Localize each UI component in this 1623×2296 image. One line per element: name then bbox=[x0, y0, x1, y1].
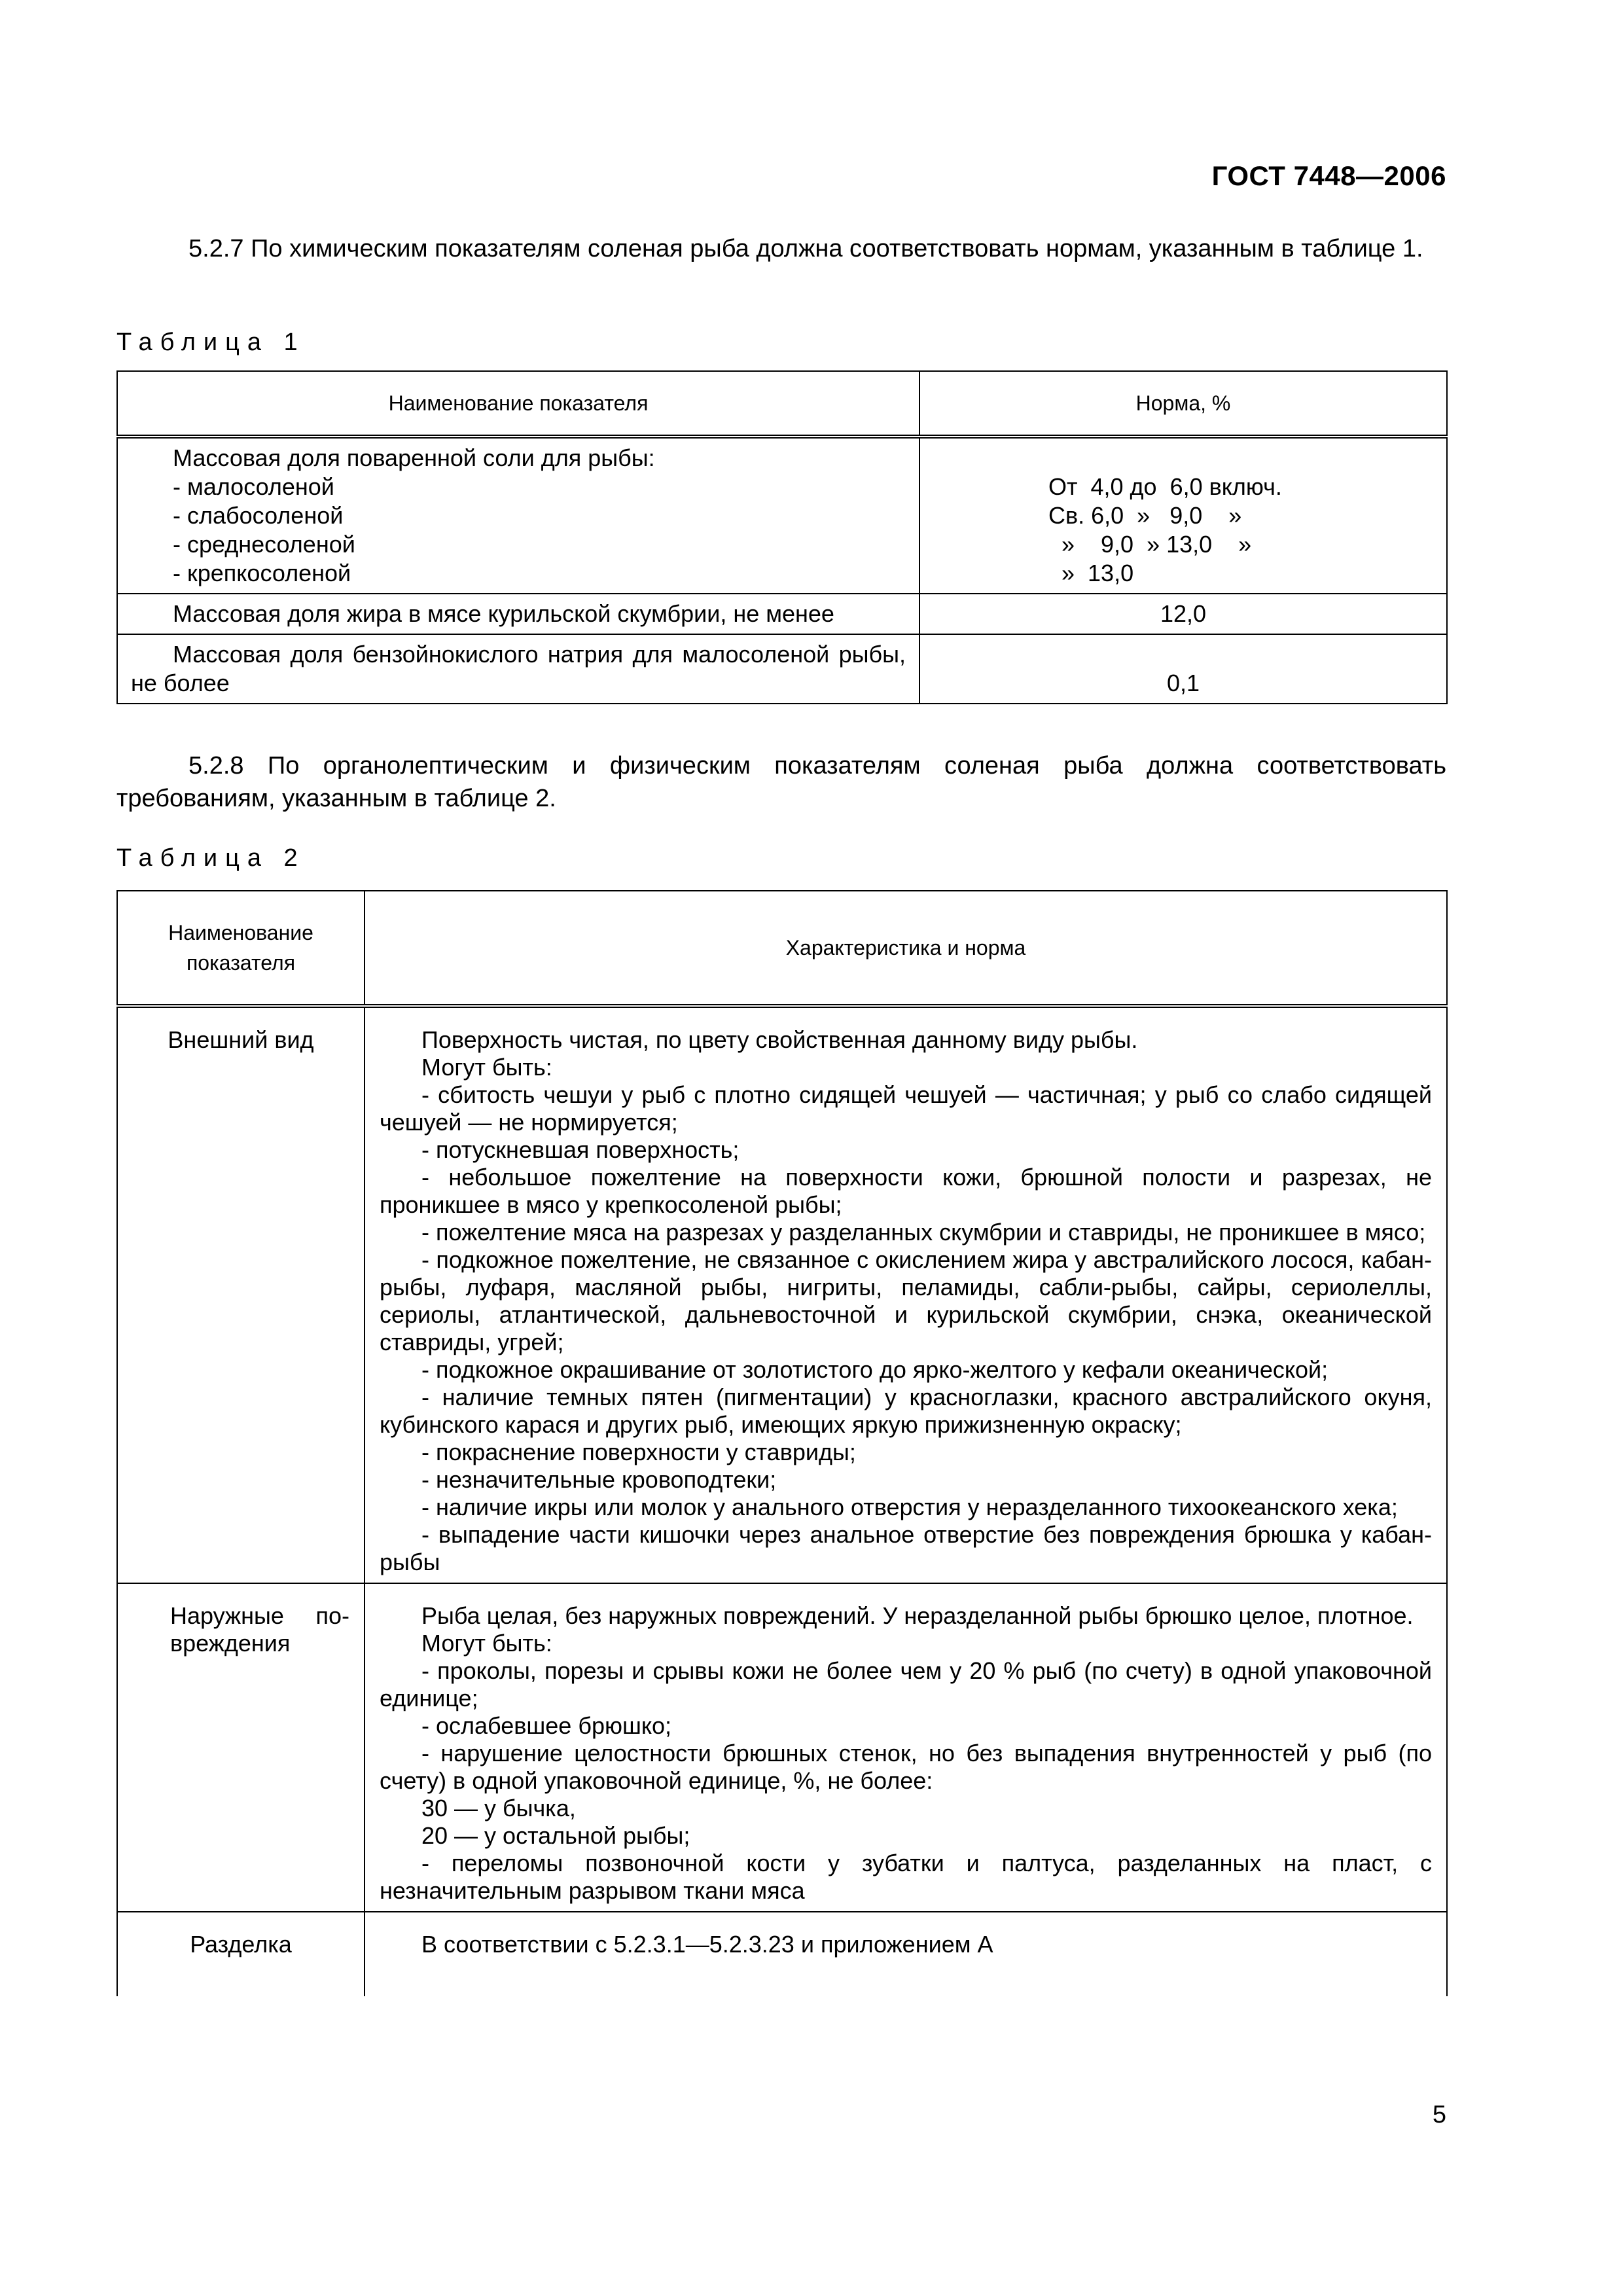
table-1-col-header-name: Наименование показателя bbox=[117, 371, 919, 437]
table-row bbox=[117, 1006, 1447, 1583]
list-item: Рыба целая, без наружных повреждений. У неразделанной рыбы брюшко целое, плотное. bbox=[421, 1602, 1414, 1629]
table-2-body-damage bbox=[365, 1583, 1447, 1912]
list-item: 30 — у бычка, bbox=[421, 1795, 576, 1821]
table-2-col-header-name: Наименование показателя bbox=[117, 891, 365, 1006]
list-item: - сбитость чешуи у рыб с плотно сидящей чешуей — частичная; у рыб со слабо сидящей чешуей — не нормируется; bbox=[380, 1081, 1432, 1136]
salt-item-strong: - крепкосоленой bbox=[173, 560, 351, 586]
table-2-label-appearance: Внешний вид bbox=[117, 1006, 365, 1583]
list-item: Могут быть: bbox=[421, 1630, 552, 1657]
table-2-label-cutting: Разделка bbox=[117, 1912, 365, 1996]
list-item: - наличие икры или молок у анального отверстия у неразделанного тихоокеанского хека; bbox=[421, 1494, 1398, 1520]
list-item: Поверхность чистая, по цвету свойственная данному виду рыбы. bbox=[421, 1026, 1138, 1053]
salt-norm-light: Св. 6,0 » 9,0 » bbox=[1048, 502, 1242, 529]
salt-intro: Массовая доля поваренной соли для рыбы: bbox=[173, 444, 655, 471]
list-item: - подкожное окрашивание от золотистого до ярко-желтого у кефали океанической; bbox=[421, 1356, 1329, 1383]
page-number: 5 bbox=[1432, 2101, 1446, 2128]
list-item: - ослабевшее брюшко; bbox=[421, 1712, 672, 1739]
table-1-header-row bbox=[117, 371, 1447, 437]
list-item: - потускневшая поверхность; bbox=[421, 1136, 740, 1163]
salt-item-low: - малосоленой bbox=[173, 473, 334, 500]
list-item: - переломы позвоночной кости у зубатки и палтуса, разделанных на пласт, с незначительным разрывом ткани мяса bbox=[380, 1850, 1432, 1904]
table-2-col-header-norm: Характеристика и норма bbox=[365, 891, 1447, 1006]
section-5-2-7-text: 5.2.7 По химическим показателям соленая рыба должна соответствовать нормам, указанным в таблице 1. bbox=[188, 235, 1423, 262]
section-5-2-8-text: 5.2.8 По органолептическим и физическим показателям соленая рыба должна соответствовать требованиям, указанным в таблице 2. bbox=[116, 752, 1446, 812]
list-item: - покраснение поверхности у ставриды; bbox=[421, 1439, 856, 1465]
table-2-label-damage: Наружные по-вреждения bbox=[117, 1583, 365, 1912]
list-item: - небольшое пожелтение на поверхности кожи, брюшной полости и разрезах, не проникшее в мясо у крепкосоленой рыбы; bbox=[380, 1164, 1432, 1218]
list-item: 20 — у остальной рыбы; bbox=[421, 1822, 690, 1849]
table-2 bbox=[116, 890, 1448, 1996]
salt-norm-strong: » 13,0 bbox=[1048, 560, 1134, 586]
list-item: - пожелтение мяса на разрезах у разделанных скумбрии и ставриды, не проникшее в мясо; bbox=[421, 1219, 1426, 1246]
list-item: - наличие темных пятен (пигментации) у красноглазки, красного австралийского окуня, кубинского карася и других рыб, имеющих яркую прижизненную окраску; bbox=[380, 1384, 1432, 1438]
document-code: ГОСТ 7448—2006 bbox=[1211, 160, 1446, 191]
table-1-cell-benzoate-norm: 0,1 bbox=[919, 634, 1447, 704]
table-1-col-header-norm: Норма, % bbox=[919, 371, 1447, 437]
list-item: В соответствии с 5.2.3.1—5.2.3.23 и приложением А bbox=[421, 1931, 993, 1958]
list-item: - проколы, порезы и срывы кожи не более чем у 20 % рыб (по счету) в одной упаковочной единице; bbox=[380, 1657, 1432, 1712]
list-item: Могут быть: bbox=[421, 1054, 552, 1081]
table-row bbox=[117, 594, 1447, 634]
table-row bbox=[117, 634, 1447, 704]
table-1 bbox=[116, 370, 1448, 704]
salt-norm-medium: » 9,0 » 13,0 » bbox=[1048, 531, 1252, 558]
table-2-body-cutting bbox=[365, 1912, 1447, 1996]
salt-item-light: - слабосоленой bbox=[173, 502, 344, 529]
table-2-header-row bbox=[117, 891, 1447, 1006]
salt-norm-low: От 4,0 до 6,0 включ. bbox=[1048, 473, 1282, 500]
table-row bbox=[117, 1583, 1447, 1912]
list-item: - выпадение части кишочки через анальное отверстие без повреждения брюшка у кабан-рыбы bbox=[380, 1521, 1432, 1575]
table-row bbox=[117, 437, 1447, 594]
table-1-cell-benzoate-name: Массовая доля бензойнокислого натрия для малосоленой рыбы, не более bbox=[117, 634, 919, 704]
table-1-caption: Таблица 1 bbox=[116, 329, 306, 356]
table-row bbox=[117, 1912, 1447, 1996]
list-item: - нарушение целостности брюшных стенок, но без выпадения внутренностей у рыб (по счету) в одной упаковочной единице, %, не более: bbox=[380, 1740, 1432, 1794]
table-2-caption: Таблица 2 bbox=[116, 844, 306, 872]
table-2-body-appearance bbox=[365, 1006, 1447, 1583]
table-1-cell-fat-name: Массовая доля жира в мясе курильской скумбрии, не менее bbox=[117, 594, 919, 634]
list-item: - подкожное пожелтение, не связанное с окислением жира у австралийского лосося, кабан-рыбы, луфаря, масляной рыбы, нигриты, пеламиды, сабли-рыбы, сайры, сериолеллы, сериолы, атлантической, дальневосточной и курильской скумбрии, снэка, океанической ставриды, угрей; bbox=[380, 1246, 1432, 1355]
list-item: - незначительные кровоподтеки; bbox=[421, 1466, 777, 1493]
table-1-cell-salt-name bbox=[117, 437, 919, 594]
table-1-cell-fat-norm: 12,0 bbox=[919, 594, 1447, 634]
salt-item-medium: - среднесоленой bbox=[173, 531, 355, 558]
table-1-cell-salt-norm bbox=[919, 437, 1447, 594]
